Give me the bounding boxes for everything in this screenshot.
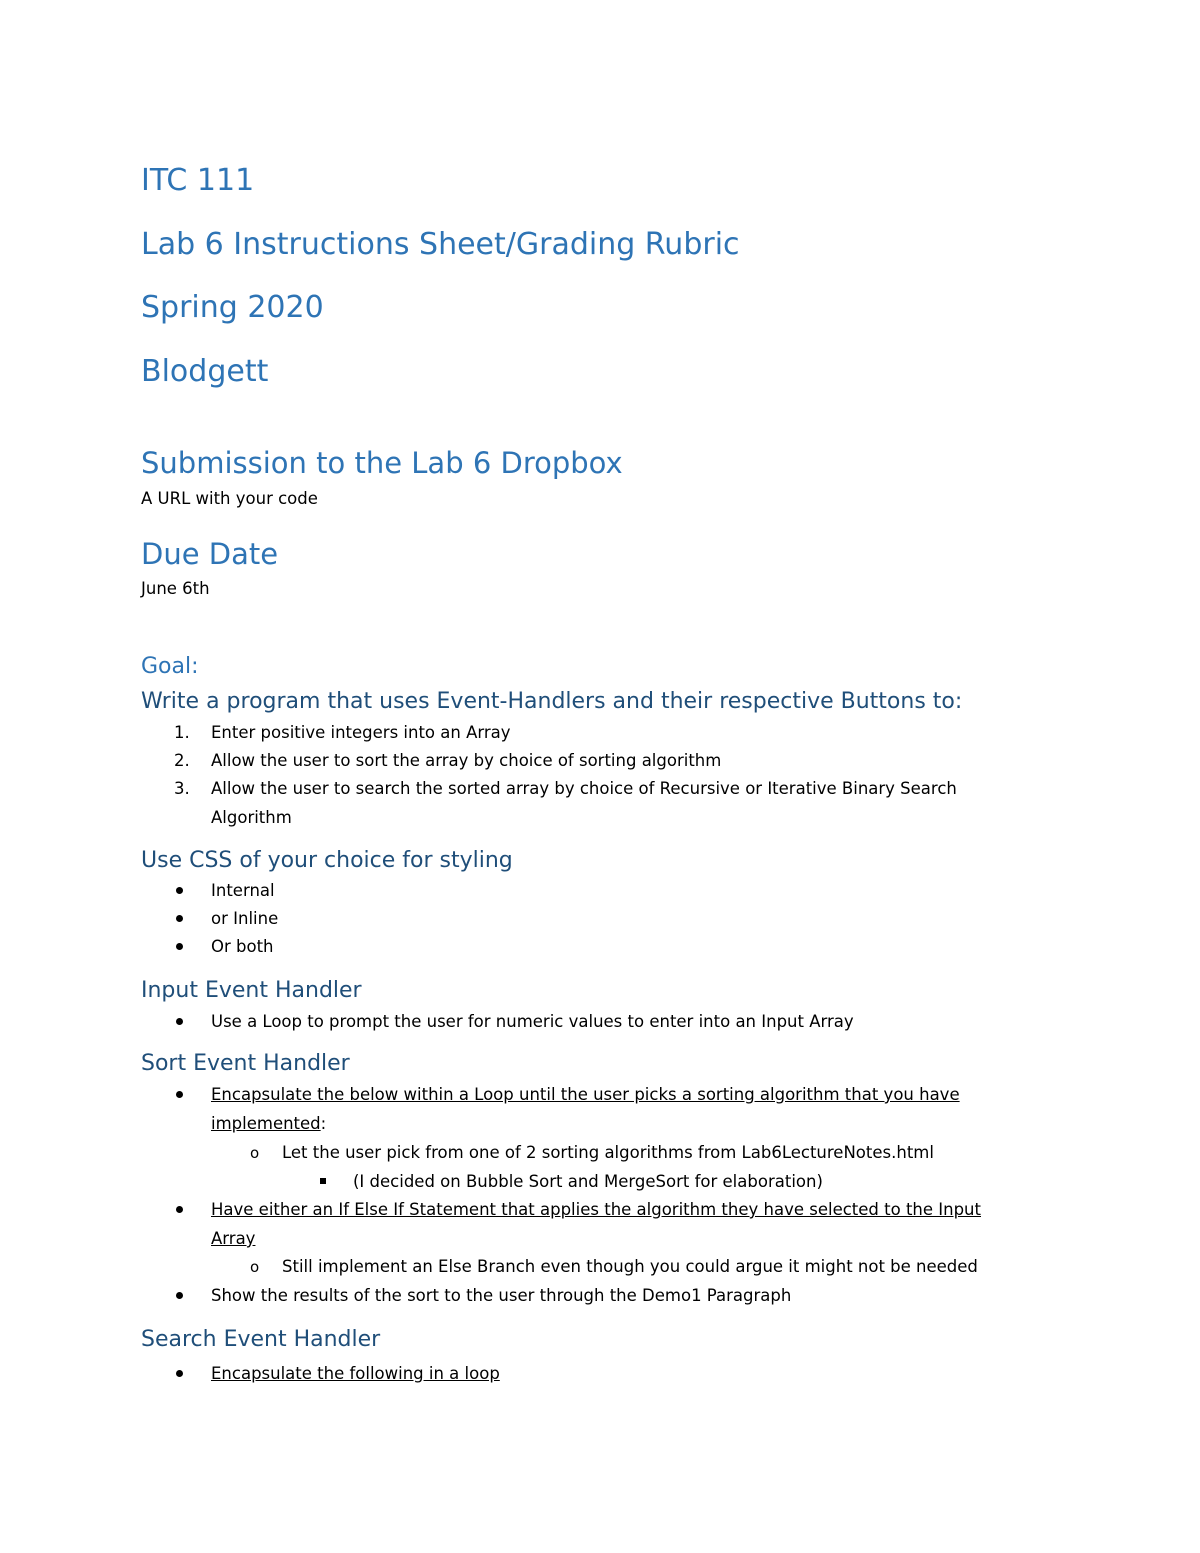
sub-bullet-icon: o — [250, 1144, 260, 1162]
square-bullet-icon — [320, 1178, 326, 1184]
sort-handler-item-1: Encapsulate the below within a Loop until the user picks a sorting algorithm that you have — [211, 1085, 960, 1104]
sort-handler-sub-item: Still implement an Else Branch even though you could argue it might not be needed — [282, 1257, 978, 1276]
term: Spring 2020 — [141, 290, 324, 325]
goal-item: Allow the user to sort the array by choice of sorting algorithm — [211, 751, 722, 770]
css-item: Or both — [211, 937, 274, 956]
bullet-icon — [176, 943, 183, 950]
sort-handler-sub-item: Let the user pick from one of 2 sorting algorithms from Lab6LectureNotes.html — [282, 1143, 934, 1162]
search-handler-item-1: Encapsulate the following in a loop — [211, 1364, 500, 1383]
goal-item-continuation: Algorithm — [211, 808, 292, 827]
sub-bullet-icon: o — [250, 1258, 260, 1276]
sort-handler-heading: Sort Event Handler — [141, 1051, 350, 1076]
goal-item: Enter positive integers into an Array — [211, 723, 511, 742]
goal-item-number: 2. — [174, 751, 190, 770]
bullet-icon — [176, 915, 183, 922]
sort-handler-item-3: Show the results of the sort to the user through the Demo1 Paragraph — [211, 1286, 792, 1305]
sort-handler-item-1-colon: : — [320, 1114, 327, 1133]
submission-text: A URL with your code — [141, 489, 318, 508]
submission-heading: Submission to the Lab 6 Dropbox — [141, 446, 623, 480]
goal-item-number: 3. — [174, 779, 190, 798]
input-handler-item: Use a Loop to prompt the user for numeric values to enter into an Input Array — [211, 1012, 854, 1031]
css-item: Internal — [211, 881, 275, 900]
bullet-icon — [176, 1292, 183, 1299]
sort-handler-item-2-continuation: Array — [211, 1229, 256, 1248]
bullet-icon — [176, 1091, 183, 1098]
input-handler-heading: Input Event Handler — [141, 978, 362, 1003]
sort-handler-item-2: Have either an If Else If Statement that applies the algorithm they have selected to the Input — [211, 1200, 981, 1219]
search-handler-heading: Search Event Handler — [141, 1327, 381, 1352]
sort-handler-item-1-line2: implemented — [211, 1114, 321, 1133]
bullet-icon — [176, 887, 183, 894]
due-date-heading: Due Date — [141, 537, 279, 571]
goal-item-number: 1. — [174, 723, 190, 742]
sort-handler-item-1-continuation — [211, 1113, 326, 1135]
due-date-text: June 6th — [141, 579, 210, 598]
document-title: Lab 6 Instructions Sheet/Grading Rubric — [141, 227, 740, 262]
instructor: Blodgett — [141, 354, 269, 389]
goal-heading: Goal: — [141, 654, 199, 679]
css-heading: Use CSS of your choice for styling — [141, 848, 513, 873]
goal-subheading: Write a program that uses Event-Handlers and their respective Buttons to: — [141, 689, 963, 714]
bullet-icon — [176, 1370, 183, 1377]
css-item: or Inline — [211, 909, 279, 928]
bullet-icon — [176, 1018, 183, 1025]
bullet-icon — [176, 1206, 183, 1213]
course-code: ITC 111 — [141, 163, 255, 198]
sort-handler-sub-sub-item: (I decided on Bubble Sort and MergeSort for elaboration) — [353, 1172, 823, 1191]
goal-item: Allow the user to search the sorted array by choice of Recursive or Iterative Binary Search — [211, 779, 957, 798]
